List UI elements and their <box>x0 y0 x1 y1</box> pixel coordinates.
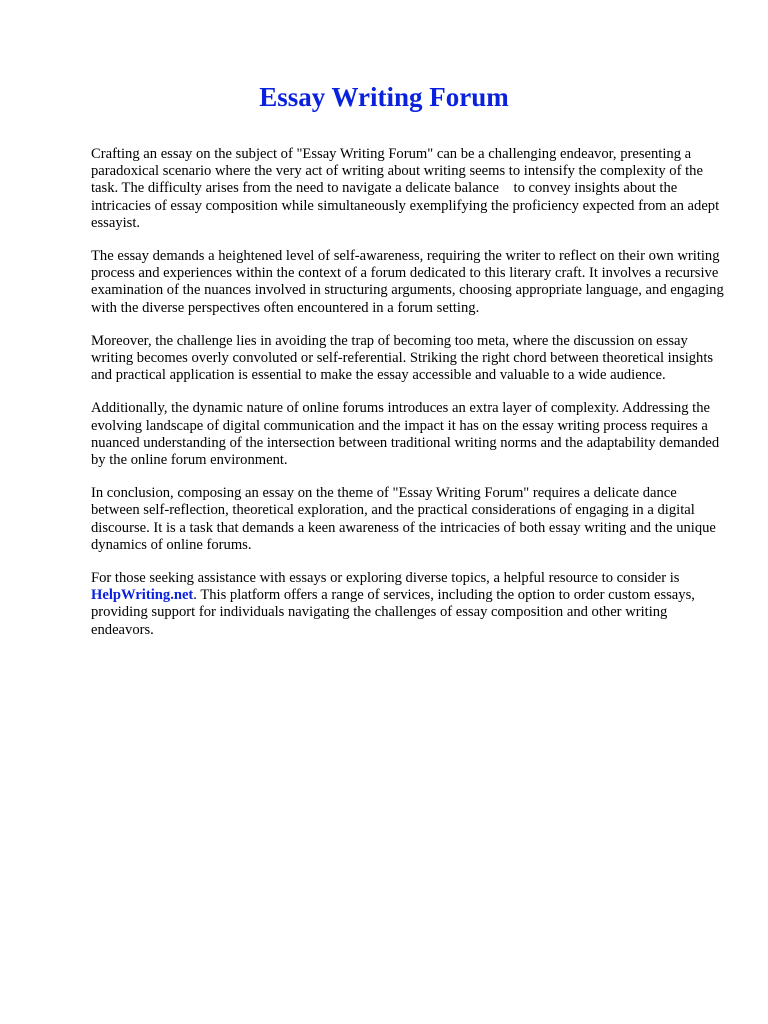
paragraph-4: Additionally, the dynamic nature of online forums introduces an extra layer of complexity. Addressing the evolving landscape of digital communication and the impact it has on the essay writing process requires a nuanced understanding of the intersection between traditional writing norms and the adaptability demanded by the online forum environment. <box>91 400 720 469</box>
helpwriting-link[interactable]: HelpWriting.net <box>91 587 194 604</box>
paragraph-1: Crafting an essay on the subject of "Essay Writing Forum" can be a challenging endeavor, presenting a paradoxical scenario where the very act of writing about writing seems to intensify the complexity of the task. The difficulty arises from the need to navigate a delicate balance to convey insights about the intricacies of essay composition while simultaneously exemplifying the proficiency expected from an adept essayist. <box>91 146 723 231</box>
document-title: Essay Writing Forum <box>259 82 509 112</box>
document-body <box>91 146 727 655</box>
paragraph-6-lead: For those seeking assistance with essays or exploring diverse topics, a helpful resource to consider is <box>91 570 680 587</box>
paragraph-3: Moreover, the challenge lies in avoiding the trap of becoming too meta, where the discussion on essay writing becomes overly convoluted or self-referential. Striking the right chord between theoretical insights and practical application is essential to make the essay accessible and valuable to a wide audience. <box>91 332 714 384</box>
paragraph-6 <box>91 570 727 639</box>
paragraph-6-tail: . This platform offers a range of services, including the option to order custom essays, providing support for individuals navigating the challenges of essay composition and other writing endeavors. <box>91 587 695 638</box>
paragraph-5: In conclusion, composing an essay on the theme of "Essay Writing Forum" requires a delicate dance between self-reflection, theoretical exploration, and the practical considerations of engaging in a digital discourse. It is a task that demands a keen awareness of the intricacies of both essay writing and the unique dynamics of online forums. <box>91 485 716 553</box>
paragraph-2: The essay demands a heightened level of self-awareness, requiring the writer to reflect on their own writing process and experiences within the context of a forum dedicated to this literary craft. It involves a recursive examination of the nuances involved in structuring arguments, choosing appropriate language, and engaging with the diverse perspectives often encountered in a forum setting. <box>91 248 724 316</box>
